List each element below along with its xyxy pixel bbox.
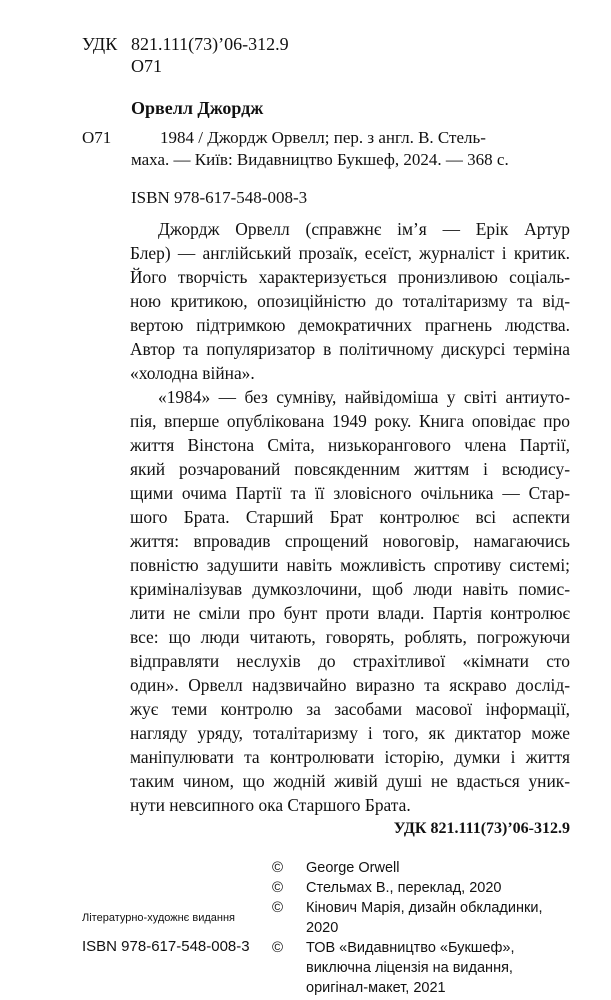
annotation-line: нагляду уряду, тоталітаризму і того, як диктатор може <box>130 723 570 743</box>
annotation-line: Автор та популяризатор в політичному дискурсі терміна <box>130 339 570 359</box>
annotation-line: шого Брата. Старший Брат контролює всі аспекти <box>130 507 570 527</box>
udk-label: УДК <box>82 34 118 54</box>
annotation-line: вертою підтримкою демократичних прагнень людства. <box>130 315 570 335</box>
copyright-line: Стельмах В., переклад, 2020 <box>306 880 502 896</box>
catalog-line-2: маха. — Київ: Видавництво Букшеф, 2024. — 368 с. <box>131 150 509 169</box>
copyright-icon: © <box>272 879 284 896</box>
copyright-item <box>270 898 570 938</box>
annotation-line: лити не сміли про бунт проти влади. Партія контролює <box>130 603 570 623</box>
copyright-line: Кінович Марія, дизайн обкладинки, <box>306 900 543 916</box>
genre-label: Літературно-художнє видання <box>82 912 235 924</box>
copyright-icon: © <box>272 899 284 916</box>
copyright-line: виключна ліцензія на видання, <box>306 960 513 976</box>
annotation-line: пія, вперше опублікована 1949 року. Книга оповідає про <box>130 411 570 431</box>
annotation-line: жує теми контролю за засобами масової інформації, <box>130 699 570 719</box>
annotation-line: щими очима Партії та її зловісного очільника — Стар- <box>130 483 570 503</box>
annotation-line: маніпулювати та контролювати історію, думки і життя <box>130 747 570 767</box>
copyright-item <box>270 878 570 898</box>
copyright-line: ТОВ «Видавництво «Букшеф», <box>306 940 515 956</box>
annotation-line: повністю задушити навіть можливість спротиву системі; <box>130 555 570 575</box>
catalog-line-1: 1984 / Джордж Орвелл; пер. з англ. В. Стель- <box>160 128 486 147</box>
author-mark: О71 <box>82 128 112 147</box>
annotation-line: Джордж Орвелл (справжнє ім’я — Ерік Артур <box>158 219 570 239</box>
annotation-line: «холодна війна». <box>130 363 255 383</box>
annotation-line: життя: впровадив спрощений новоговір, намагаючись <box>130 531 570 551</box>
author-heading: Орвелл Джордж <box>131 98 264 118</box>
copyright-line: George Orwell <box>306 860 400 876</box>
annotation-line: нути невсипного ока Старшого Брата. <box>130 795 411 815</box>
annotation-line: життя Вінстона Сміта, низькорангового члена Партії, <box>130 435 570 455</box>
udk-code: 821.111(73)’06-312.9 <box>131 34 289 54</box>
footer-isbn: ISBN 978-617-548-008-3 <box>82 938 250 955</box>
udk-right: УДК 821.111(73)’06-312.9 <box>393 820 570 837</box>
annotation-line: Блер) — англійський прозаїк, есеїст, журналіст і критик. <box>130 243 570 263</box>
annotation-line: ною критикою, опозиційністю до тоталітаризму та від- <box>130 291 570 311</box>
annotation-line: Його творчість характеризується пронизливою соціаль- <box>130 267 570 287</box>
annotation-paragraph-2 <box>130 385 570 817</box>
author-mark-top: О71 <box>131 56 162 76</box>
copyright-icon: © <box>272 939 284 956</box>
annotation-line: все: що люди читають, говорять, роблять, погрожуючи <box>130 627 570 647</box>
catalog-isbn: ISBN 978-617-548-008-3 <box>131 188 308 207</box>
annotation-paragraph-1 <box>130 217 570 385</box>
annotation-line: «1984» — без сумніву, найвідоміша у світі антиуто- <box>158 387 570 407</box>
copyright-line: 2020 <box>306 920 339 936</box>
copyright-icon: © <box>272 859 284 876</box>
annotation-line: криміналізував думкозлочини, щоб люди навіть помис- <box>130 579 570 599</box>
annotation-line: який розчарований повсякденним життям і всюдису- <box>130 459 570 479</box>
copyright-line: оригінал-макет, 2021 <box>306 980 446 996</box>
annotation-line: один». Орвелл надзвичайно виразно та яскраво дослід- <box>130 675 570 695</box>
annotation-line: відправляти неслухів до страхітливої «кімнати сто <box>130 651 570 671</box>
annotation-line: таким чином, що жодній живій душі не вдасться уник- <box>130 771 570 791</box>
copyright-item <box>270 938 570 998</box>
copyright-item <box>270 858 570 878</box>
copyright-block <box>270 858 570 998</box>
